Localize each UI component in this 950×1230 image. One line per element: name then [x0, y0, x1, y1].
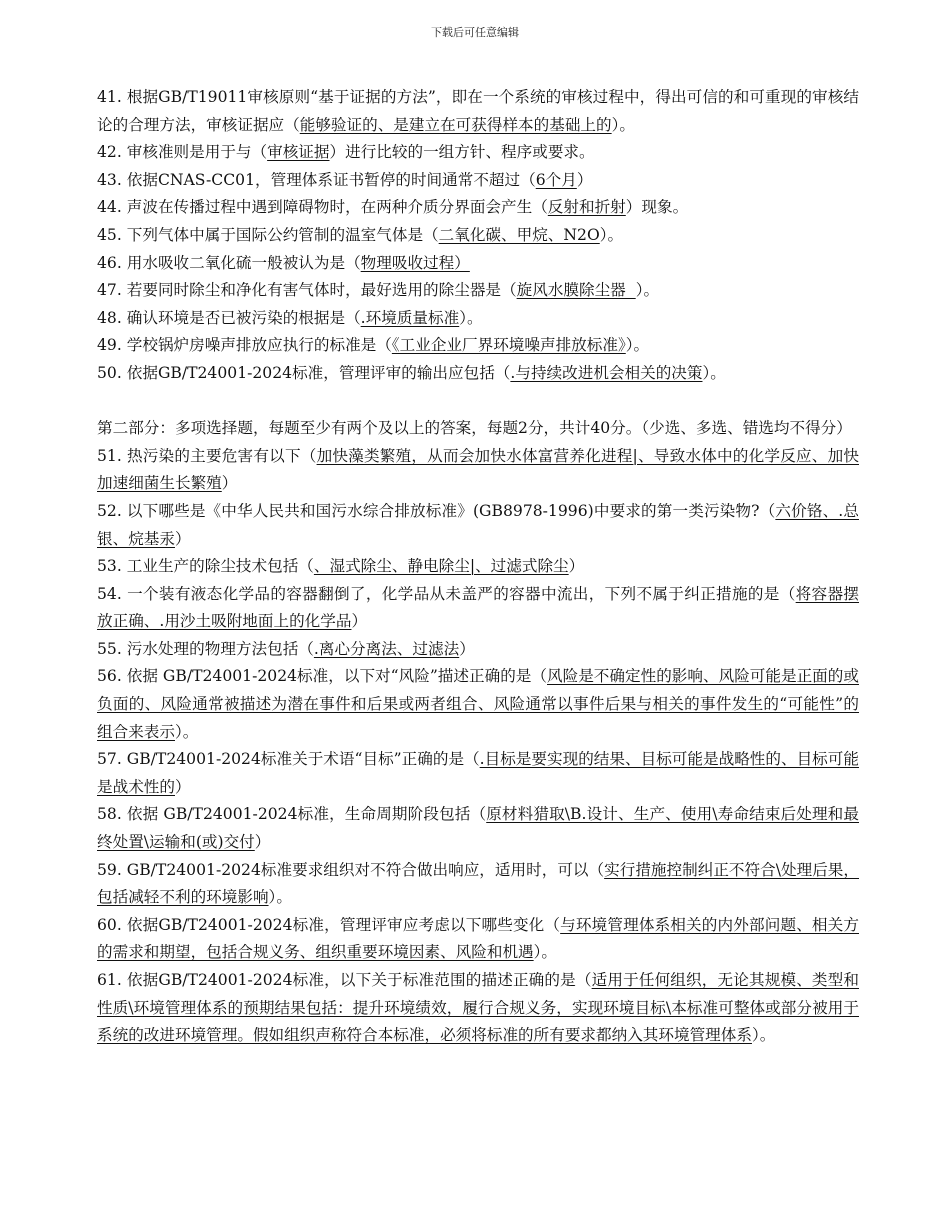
answer-text: 物理吸收过程）	[360, 253, 470, 272]
question-text: 42. 审核准则是用于与（	[97, 143, 268, 162]
question-61	[97, 967, 859, 1050]
question-tail: ）现象。	[625, 198, 689, 217]
question-text: 60. 依据GB/T24001-2024标准，管理评审应考虑以下哪些变化（	[97, 915, 561, 934]
answer-text: 六价铬、.总银、烷基汞	[97, 501, 859, 548]
question-41	[97, 84, 859, 139]
question-text: 55. 污水处理的物理方法包括（	[97, 639, 314, 658]
question-tail: ）	[174, 529, 191, 548]
question-43	[97, 167, 859, 195]
question-text: 51. 热污染的主要危害有以下（	[97, 446, 317, 465]
question-tail: ）。	[268, 888, 292, 907]
answer-text: .离心分离法、过滤法	[313, 639, 460, 658]
answer-text: 审核证据	[267, 143, 330, 162]
question-text: 49. 学校锅炉房噪声排放应执行的标准是（	[97, 336, 392, 355]
section-heading-part-two	[97, 415, 859, 443]
answer-text: .环境质量标准	[360, 308, 460, 327]
question-text: 53. 工业生产的除尘技术包括（	[97, 557, 314, 576]
question-42	[97, 139, 859, 167]
question-50	[97, 360, 859, 388]
question-text: 46. 用水吸收二氧化硫一般被认为是（	[97, 253, 361, 272]
question-47	[97, 277, 859, 305]
question-52	[97, 498, 859, 553]
question-tail: ）。	[635, 281, 660, 300]
answer-text: 6个月	[535, 170, 577, 189]
question-tail: ）。	[459, 308, 483, 327]
question-tail: ）	[221, 474, 238, 493]
question-tail: ）	[351, 612, 368, 631]
question-text: 50. 依据GB/T24001-2024标准，管理评审的输出应包括（	[97, 363, 511, 382]
question-text: 56. 依据 GB/T24001-2024标准，以下对“风险”描述正确的是（	[97, 667, 547, 686]
question-59	[97, 857, 859, 912]
question-tail: ）	[568, 557, 585, 576]
answer-text: 旋风水膜除尘器	[516, 281, 636, 300]
answer-text: 能够验证的、是建立在可获得样本的基础上的	[299, 115, 612, 134]
answer-text: 实行措施控制纠正不符合\处理后果，包括减轻不利的环境影响	[97, 860, 859, 907]
question-45	[97, 222, 859, 250]
question-53	[97, 553, 859, 581]
question-tail: ）。	[611, 115, 636, 134]
question-51	[97, 443, 859, 498]
answer-text: 、湿式除尘、静电除尘|、过滤式除尘	[313, 557, 569, 576]
question-text: 44. 声波在传播过程中遇到障碍物时，在两种介质分界面会产生（	[97, 198, 548, 217]
question-48	[97, 305, 859, 333]
question-57	[97, 746, 859, 801]
page-header: 下载后可任意编辑	[431, 26, 519, 39]
question-text: 57. GB/T24001-2024标准关于术语“目标”正确的是（	[97, 750, 480, 769]
question-tail: ）进行比较的一组方针、程序或要求。	[329, 143, 595, 162]
question-tail: ）。	[751, 1026, 776, 1045]
question-tail: ）。	[625, 336, 650, 355]
question-tail: ）	[576, 170, 593, 189]
question-tail: ）。	[533, 943, 558, 962]
question-60	[97, 912, 859, 967]
question-tail: ）	[459, 639, 475, 658]
question-text: 48. 确认环境是否已被污染的根据是（	[97, 308, 361, 327]
answer-text: 原材料猎取\B.设计、生产、使用\寿命结束后处理和最终处置\运输和(或)交付	[97, 805, 859, 852]
answer-text: 与环境管理体系相关的内外部问题、相关方的需求和期望，包括合规义务、组织重要环境因素、风险和机遇	[97, 915, 859, 962]
question-text: 61. 依据GB/T24001-2024标准，以下关于标准范围的描述正确的是（	[97, 971, 592, 989]
section-heading-text: 第二部分：多项选择题，每题至少有两个及以上的答案，每题2分，共计40分。（少选、多选、错选均不得分）	[97, 419, 852, 438]
answer-text: 风险是不确定性的影响、风险可能是正面的或负面的、风险通常被描述为潜在事件和后果或两者组合、风险通常以事件后果与相关的事件发生的“可能性”的组合来表示	[97, 667, 859, 741]
question-text: 47. 若要同时除尘和净化有害气体时，最好选用的除尘器是（	[97, 281, 517, 300]
question-49	[97, 332, 859, 360]
answer-text: 二氧化碳、甲烷、N2O	[438, 225, 600, 244]
answer-text: 将容器摆放正确、.用沙土吸附地面上的化学品	[97, 584, 859, 631]
answer-text: .目标是要实现的结果、目标可能是战略性的、目标可能是战术性的	[97, 750, 859, 796]
question-text: 52. 以下哪些是《中华人民共和国污水综合排放标准》(GB8978-1996)中要求的第一类污染物?（	[97, 501, 776, 520]
question-58	[97, 801, 859, 856]
question-tail: ）。	[702, 363, 726, 382]
question-44	[97, 194, 859, 222]
question-text: 58. 依据 GB/T24001-2024标准，生命周期阶段包括（	[97, 805, 487, 824]
answer-text: 加快藻类繁殖，从而会加快水体富营养化进程|、导致水体中的化学反应、加快加速细菌生长繁殖	[97, 446, 859, 493]
question-text: 43. 依据CNAS-CC01，管理体系证书暂停的时间通常不超过（	[97, 170, 536, 189]
question-54	[97, 581, 859, 636]
question-text: 45. 下列气体中属于国际公约管制的温室气体是（	[97, 225, 439, 244]
answer-text: 反射和折射	[547, 198, 626, 217]
answer-text: .与持续改进机会相关的决策	[510, 363, 703, 382]
question-55	[97, 636, 859, 664]
question-text: 41. 根据GB/T19011审核原则“基于证据的方法”，即在一个系统的审核过程中，得出可信的和可重现的审核结论的合理方法，审核证据应（	[97, 88, 859, 134]
question-tail: ）	[254, 833, 271, 852]
question-46	[97, 250, 859, 278]
question-text: 59. GB/T24001-2024标准要求组织对不符合做出响应，适用时，可以（	[97, 860, 605, 879]
question-tail: ）。	[599, 225, 624, 244]
question-56	[97, 663, 859, 746]
document-body	[97, 84, 859, 1050]
question-tail: ）	[174, 777, 191, 796]
answer-text: 适用于任何组织，无论其规模、类型和性质\环境管理体系的预期结果包括：提升环境绩效，履行合规义务，实现环境目标\本标准可整体或部分被用于系统的改进环境管理。假如组织声称符合本标准，必须将标准的所有要求都纳入其环境管理体系	[97, 971, 859, 1045]
answer-text: 《工业企业厂界环境噪声排放标准》	[391, 336, 626, 355]
question-text: 54. 一个装有液态化学品的容器翻倒了，化学品从未盖严的容器中流出，下列不属于纠正措施的是（	[97, 584, 796, 603]
question-tail: ）。	[174, 722, 199, 741]
